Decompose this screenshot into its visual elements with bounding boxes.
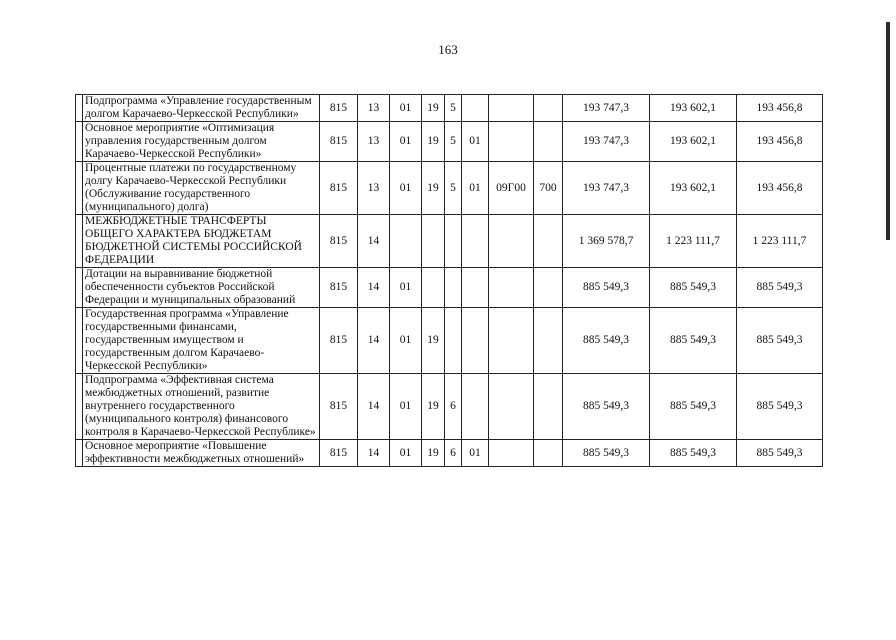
activity-code: 01 <box>462 162 489 215</box>
amount-year-2: 885 549,3 <box>650 268 737 308</box>
subsection-code: 01 <box>390 374 422 440</box>
program-code <box>422 268 445 308</box>
subprogram-code: 5 <box>445 122 462 162</box>
expense-direction-code <box>489 308 534 374</box>
section-code: 14 <box>358 308 390 374</box>
amount-year-1: 885 549,3 <box>563 374 650 440</box>
grbs-code: 815 <box>320 308 358 374</box>
amount-year-1: 885 549,3 <box>563 308 650 374</box>
amount-year-2: 885 549,3 <box>650 308 737 374</box>
table-row <box>76 95 823 122</box>
program-code: 19 <box>422 308 445 374</box>
activity-code: 01 <box>462 440 489 467</box>
amount-year-3: 885 549,3 <box>737 440 823 467</box>
amount-year-2: 193 602,1 <box>650 122 737 162</box>
row-marker-cell <box>76 268 83 308</box>
section-code: 13 <box>358 95 390 122</box>
section-code: 14 <box>358 440 390 467</box>
expense-type-code <box>534 122 563 162</box>
expense-type-code <box>534 308 563 374</box>
item-name: МЕЖБЮДЖЕТНЫЕ ТРАНСФЕРТЫ ОБЩЕГО ХАРАКТЕРА БЮДЖЕТАМ БЮДЖЕТНОЙ СИСТЕМЫ РОССИЙСКОЙ ФЕДЕРАЦИИ <box>83 215 320 268</box>
item-name: Дотации на выравнивание бюджетной обеспеченности субъектов Российской Федерации и муниципальных образований <box>83 268 320 308</box>
expense-direction-code <box>489 440 534 467</box>
expense-direction-code <box>489 268 534 308</box>
subsection-code: 01 <box>390 268 422 308</box>
subsection-code: 01 <box>390 122 422 162</box>
subsection-code: 01 <box>390 95 422 122</box>
table-row <box>76 374 823 440</box>
expense-type-code <box>534 95 563 122</box>
activity-code <box>462 308 489 374</box>
grbs-code: 815 <box>320 162 358 215</box>
row-marker-cell <box>76 440 83 467</box>
expense-type-code <box>534 374 563 440</box>
program-code: 19 <box>422 440 445 467</box>
expense-direction-code <box>489 95 534 122</box>
row-marker-cell <box>76 308 83 374</box>
grbs-code: 815 <box>320 374 358 440</box>
subprogram-code: 5 <box>445 162 462 215</box>
budget-table <box>75 94 823 467</box>
activity-code <box>462 215 489 268</box>
item-name: Основное мероприятие «Оптимизация управления государственным долгом Карачаево-Черкесской Республики» <box>83 122 320 162</box>
item-name: Основное мероприятие «Повышение эффективности межбюджетных отношений» <box>83 440 320 467</box>
amount-year-1: 1 369 578,7 <box>563 215 650 268</box>
activity-code: 01 <box>462 122 489 162</box>
page-number: 163 <box>438 42 458 57</box>
subsection-code: 01 <box>390 308 422 374</box>
amount-year-2: 885 549,3 <box>650 374 737 440</box>
subsection-code <box>390 215 422 268</box>
section-code: 13 <box>358 122 390 162</box>
amount-year-2: 1 223 111,7 <box>650 215 737 268</box>
row-marker-cell <box>76 162 83 215</box>
table-row <box>76 162 823 215</box>
program-code: 19 <box>422 162 445 215</box>
table-row <box>76 215 823 268</box>
row-marker-cell <box>76 95 83 122</box>
row-marker-cell <box>76 374 83 440</box>
expense-direction-code <box>489 122 534 162</box>
subprogram-code: 5 <box>445 95 462 122</box>
expense-direction-code <box>489 374 534 440</box>
amount-year-2: 193 602,1 <box>650 95 737 122</box>
scan-edge-shadow <box>886 22 890 240</box>
item-name: Процентные платежи по государственному долгу Карачаево-Черкесской Республики (Обслуживание государственного (муниципального) долга) <box>83 162 320 215</box>
amount-year-3: 885 549,3 <box>737 268 823 308</box>
grbs-code: 815 <box>320 440 358 467</box>
amount-year-3: 885 549,3 <box>737 374 823 440</box>
expense-type-code <box>534 215 563 268</box>
amount-year-3: 1 223 111,7 <box>737 215 823 268</box>
subprogram-code <box>445 215 462 268</box>
grbs-code: 815 <box>320 215 358 268</box>
amount-year-1: 885 549,3 <box>563 440 650 467</box>
amount-year-3: 885 549,3 <box>737 308 823 374</box>
table-row <box>76 440 823 467</box>
amount-year-1: 193 747,3 <box>563 162 650 215</box>
section-code: 14 <box>358 215 390 268</box>
subprogram-code: 6 <box>445 440 462 467</box>
table-row <box>76 268 823 308</box>
grbs-code: 815 <box>320 95 358 122</box>
amount-year-1: 193 747,3 <box>563 95 650 122</box>
activity-code <box>462 374 489 440</box>
amount-year-1: 193 747,3 <box>563 122 650 162</box>
amount-year-1: 885 549,3 <box>563 268 650 308</box>
subsection-code: 01 <box>390 162 422 215</box>
table-body <box>76 95 823 467</box>
row-marker-cell <box>76 215 83 268</box>
program-code <box>422 215 445 268</box>
grbs-code: 815 <box>320 268 358 308</box>
activity-code <box>462 95 489 122</box>
amount-year-3: 193 456,8 <box>737 162 823 215</box>
item-name: Государственная программа «Управление государственными финансами, государственным имуществом и государственным долгом Карачаево-Черкесской Республики» <box>83 308 320 374</box>
program-code: 19 <box>422 95 445 122</box>
subprogram-code: 6 <box>445 374 462 440</box>
amount-year-3: 193 456,8 <box>737 95 823 122</box>
amount-year-2: 193 602,1 <box>650 162 737 215</box>
item-name: Подпрограмма «Эффективная система межбюджетных отношений, развитие внутреннего государственного (муниципального контроля) финансового контроля в Карачаево-Черкесской Республике» <box>83 374 320 440</box>
amount-year-2: 885 549,3 <box>650 440 737 467</box>
section-code: 14 <box>358 268 390 308</box>
program-code: 19 <box>422 374 445 440</box>
subprogram-code <box>445 268 462 308</box>
row-marker-cell <box>76 122 83 162</box>
item-name: Подпрограмма «Управление государственным долгом Карачаево-Черкесской Республики» <box>83 95 320 122</box>
table-row <box>76 122 823 162</box>
subsection-code: 01 <box>390 440 422 467</box>
table-row <box>76 308 823 374</box>
expense-type-code <box>534 268 563 308</box>
expense-type-code <box>534 440 563 467</box>
expense-type-code: 700 <box>534 162 563 215</box>
expense-direction-code <box>489 215 534 268</box>
program-code: 19 <box>422 122 445 162</box>
expense-direction-code: 09Г00 <box>489 162 534 215</box>
subprogram-code <box>445 308 462 374</box>
grbs-code: 815 <box>320 122 358 162</box>
section-code: 14 <box>358 374 390 440</box>
activity-code <box>462 268 489 308</box>
section-code: 13 <box>358 162 390 215</box>
amount-year-3: 193 456,8 <box>737 122 823 162</box>
